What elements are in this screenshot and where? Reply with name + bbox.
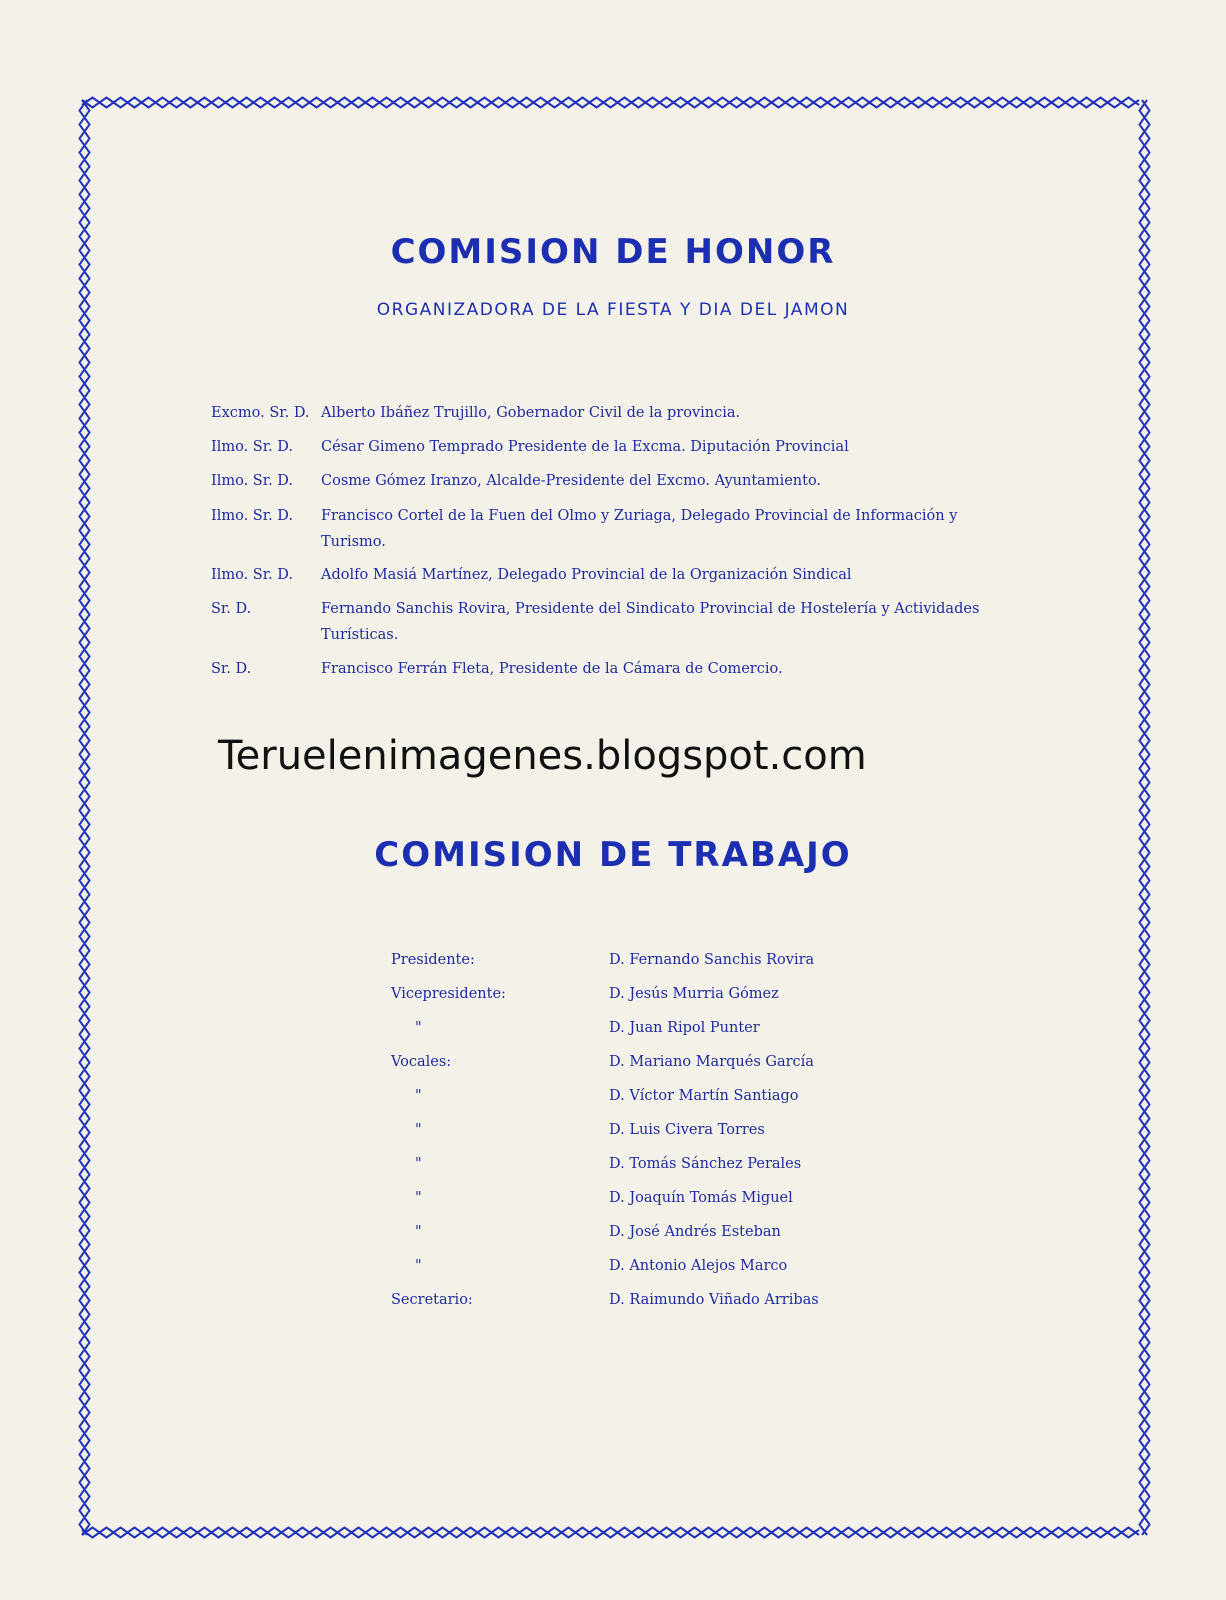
work-member-name: D. Raimundo Viñado Arribas — [609, 1292, 819, 1308]
work-member-row — [391, 1088, 891, 1114]
work-member-row — [391, 986, 891, 1012]
work-member-name: D. Jesús Murria Gómez — [609, 986, 779, 1002]
work-member-role: Secretario: — [391, 1292, 473, 1308]
work-member-name: D. Tomás Sánchez Perales — [609, 1156, 802, 1172]
blog-watermark: Teruelenimagenes.blogspot.com — [218, 733, 867, 779]
honor-member-title: Sr. D. — [211, 601, 252, 617]
honor-commission-title: COMISION DE HONOR — [390, 232, 836, 272]
honor-member-title: Ilmo. Sr. D. — [211, 439, 294, 455]
honor-member-title: Ilmo. Sr. D. — [211, 508, 294, 524]
honor-commission-subtitle: ORGANIZADORA DE LA FIESTA Y DIA DEL JAMON — [376, 300, 850, 320]
honor-member-text: Alberto Ibáñez Trujillo, Gobernador Civil de la provincia. — [321, 405, 741, 421]
work-member-role: " — [415, 1258, 422, 1274]
honor-member — [211, 434, 1011, 460]
work-member-row — [391, 1292, 891, 1318]
work-member-row — [391, 1258, 891, 1284]
work-commission-title: COMISION DE TRABAJO — [374, 835, 852, 875]
work-member-row — [391, 1020, 891, 1046]
work-member-row — [391, 952, 891, 978]
honor-member-text: Cosme Gómez Iranzo, Alcalde-Presidente del Excmo. Ayuntamiento. — [321, 473, 822, 489]
work-member-row — [391, 1190, 891, 1216]
work-member-row — [391, 1156, 891, 1182]
work-member-name: D. Antonio Alejos Marco — [609, 1258, 788, 1274]
honor-member — [211, 400, 1011, 426]
work-member-role: Vicepresidente: — [391, 986, 506, 1002]
honor-member — [211, 596, 1011, 648]
work-member-role: " — [415, 1088, 422, 1104]
work-member-role: " — [415, 1020, 422, 1036]
work-member-row — [391, 1224, 891, 1250]
honor-member-title: Ilmo. Sr. D. — [211, 473, 294, 489]
honor-member-text: Fernando Sanchis Rovira, Presidente del Sindicato Provincial de Hostelería y Actividades Turísticas. — [321, 601, 980, 643]
work-member-name: D. José Andrés Esteban — [609, 1224, 781, 1240]
work-member-name: D. Luis Civera Torres — [609, 1122, 765, 1138]
honor-member-text: Francisco Cortel de la Fuen del Olmo y Zuriaga, Delegado Provincial de Información y Turismo. — [321, 508, 958, 550]
work-member-row — [391, 1122, 891, 1148]
honor-member — [211, 562, 1011, 588]
work-member-role: " — [415, 1156, 422, 1172]
work-member-role: " — [415, 1190, 422, 1206]
honor-member — [211, 656, 1011, 682]
work-member-name: D. Juan Ripol Punter — [609, 1020, 760, 1036]
work-member-row — [391, 1054, 891, 1080]
honor-member — [211, 503, 1011, 555]
honor-member — [211, 468, 1011, 494]
honor-member-text: Francisco Ferrán Fleta, Presidente de la Cámara de Comercio. — [321, 661, 783, 677]
work-member-name: D. Mariano Marqués García — [609, 1054, 814, 1070]
work-member-name: D. Joaquín Tomás Miguel — [609, 1190, 793, 1206]
work-member-role: " — [415, 1122, 422, 1138]
honor-member-text: Adolfo Masiá Martínez, Delegado Provincial de la Organización Sindical — [321, 567, 852, 583]
honor-member-title: Sr. D. — [211, 661, 252, 677]
honor-member-text: César Gimeno Temprado Presidente de la Excma. Diputación Provincial — [321, 439, 849, 455]
work-member-role: " — [415, 1224, 422, 1240]
work-member-name: D. Víctor Martín Santiago — [609, 1088, 799, 1104]
work-member-role: Vocales: — [391, 1054, 452, 1070]
work-member-name: D. Fernando Sanchis Rovira — [609, 952, 815, 968]
work-member-role: Presidente: — [391, 952, 475, 968]
honor-member-title: Ilmo. Sr. D. — [211, 567, 294, 583]
honor-member-title: Excmo. Sr. D. — [211, 405, 310, 421]
